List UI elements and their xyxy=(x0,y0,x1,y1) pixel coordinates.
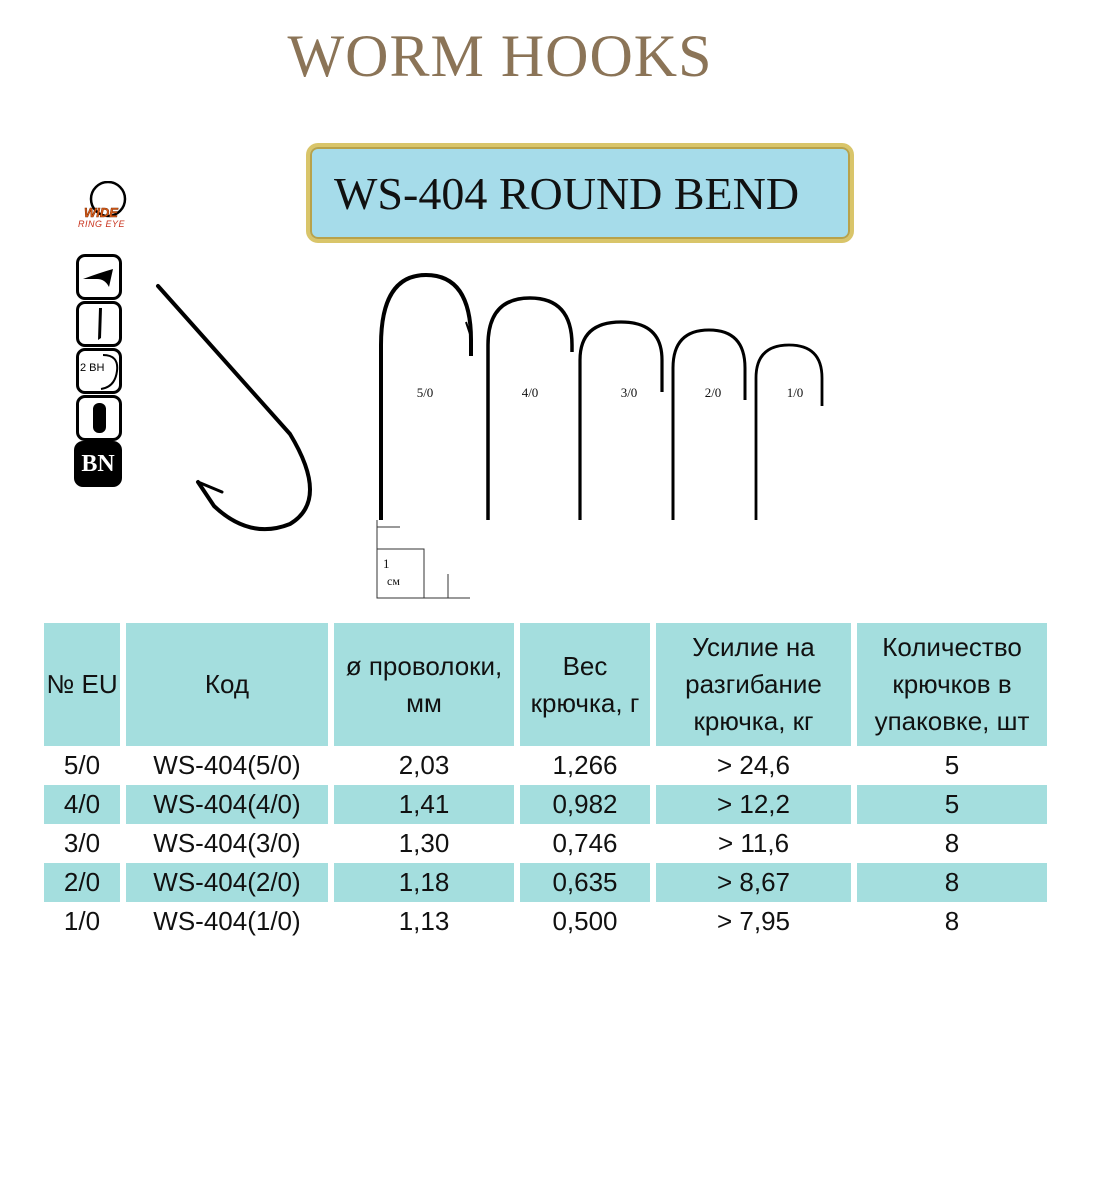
col-header-wire-diameter: ø проволоки, мм xyxy=(334,623,514,746)
cell-wire-diameter: 1,41 xyxy=(334,785,514,824)
spec-table xyxy=(38,623,1053,941)
wide-label: WIDE xyxy=(84,205,118,220)
cell-size: 5/0 xyxy=(44,746,120,785)
large-hook-drawing xyxy=(158,286,310,529)
table-row xyxy=(44,863,1047,902)
table-row xyxy=(44,746,1047,785)
size-label: 4/0 xyxy=(521,385,539,400)
ring-eye-label: RING EYE xyxy=(78,219,126,229)
hook-1-0 xyxy=(756,345,822,520)
col-header-pack-quantity: Количество крючков в упаковке, шт xyxy=(857,623,1047,746)
cell-wire-diameter: 2,03 xyxy=(334,746,514,785)
cell-quantity: 8 xyxy=(857,902,1047,941)
col-header-code: Код xyxy=(126,623,328,746)
cell-size: 2/0 xyxy=(44,863,120,902)
scale-unit: см xyxy=(387,574,400,588)
cell-size: 4/0 xyxy=(44,785,120,824)
black-nickel-finish-badge: BN xyxy=(74,441,122,487)
cell-wire-diameter: 1,13 xyxy=(334,902,514,941)
size-label: 2/0 xyxy=(704,385,722,400)
cell-code: WS-404(4/0) xyxy=(126,785,328,824)
table-row xyxy=(44,785,1047,824)
cell-code: WS-404(2/0) xyxy=(126,863,328,902)
cell-quantity: 8 xyxy=(857,824,1047,863)
cell-force: > 7,95 xyxy=(656,902,851,941)
size-label: 1/0 xyxy=(786,385,804,400)
hook-4-0 xyxy=(488,298,572,520)
cell-weight: 0,500 xyxy=(520,902,650,941)
cell-code: WS-404(3/0) xyxy=(126,824,328,863)
table-row xyxy=(44,824,1047,863)
cell-force: > 12,2 xyxy=(656,785,851,824)
cell-wire-diameter: 1,30 xyxy=(334,824,514,863)
table-row xyxy=(44,902,1047,941)
page-title: WORM HOOKS xyxy=(287,23,713,89)
cell-force: > 8,67 xyxy=(656,863,851,902)
cell-code: WS-404(5/0) xyxy=(126,746,328,785)
cell-size: 3/0 xyxy=(44,824,120,863)
cell-code: WS-404(1/0) xyxy=(126,902,328,941)
cell-force: > 24,6 xyxy=(656,746,851,785)
cell-wire-diameter: 1,18 xyxy=(334,863,514,902)
scale-value: 1 xyxy=(383,556,390,571)
size-label: 5/0 xyxy=(416,385,434,400)
cell-weight: 0,982 xyxy=(520,785,650,824)
cell-size: 1/0 xyxy=(44,902,120,941)
cell-weight: 0,746 xyxy=(520,824,650,863)
cell-weight: 0,635 xyxy=(520,863,650,902)
cell-quantity: 5 xyxy=(857,746,1047,785)
cell-weight: 1,266 xyxy=(520,746,650,785)
hook-2-0 xyxy=(673,330,745,520)
model-name: WS-404 ROUND BEND xyxy=(334,167,800,219)
table-header-row xyxy=(44,623,1047,746)
cell-quantity: 8 xyxy=(857,863,1047,902)
barb-count-label: 2 BH xyxy=(80,362,105,374)
size-label: 3/0 xyxy=(620,385,638,400)
hook-3-0 xyxy=(580,322,662,520)
col-header-weight: Вес крючка, г xyxy=(520,623,650,746)
cell-quantity: 5 xyxy=(857,785,1047,824)
cell-force: > 11,6 xyxy=(656,824,851,863)
col-header-size: № EU xyxy=(44,623,120,746)
col-header-straightening-force: Усилие на разгибание крючка, кг xyxy=(656,623,851,746)
